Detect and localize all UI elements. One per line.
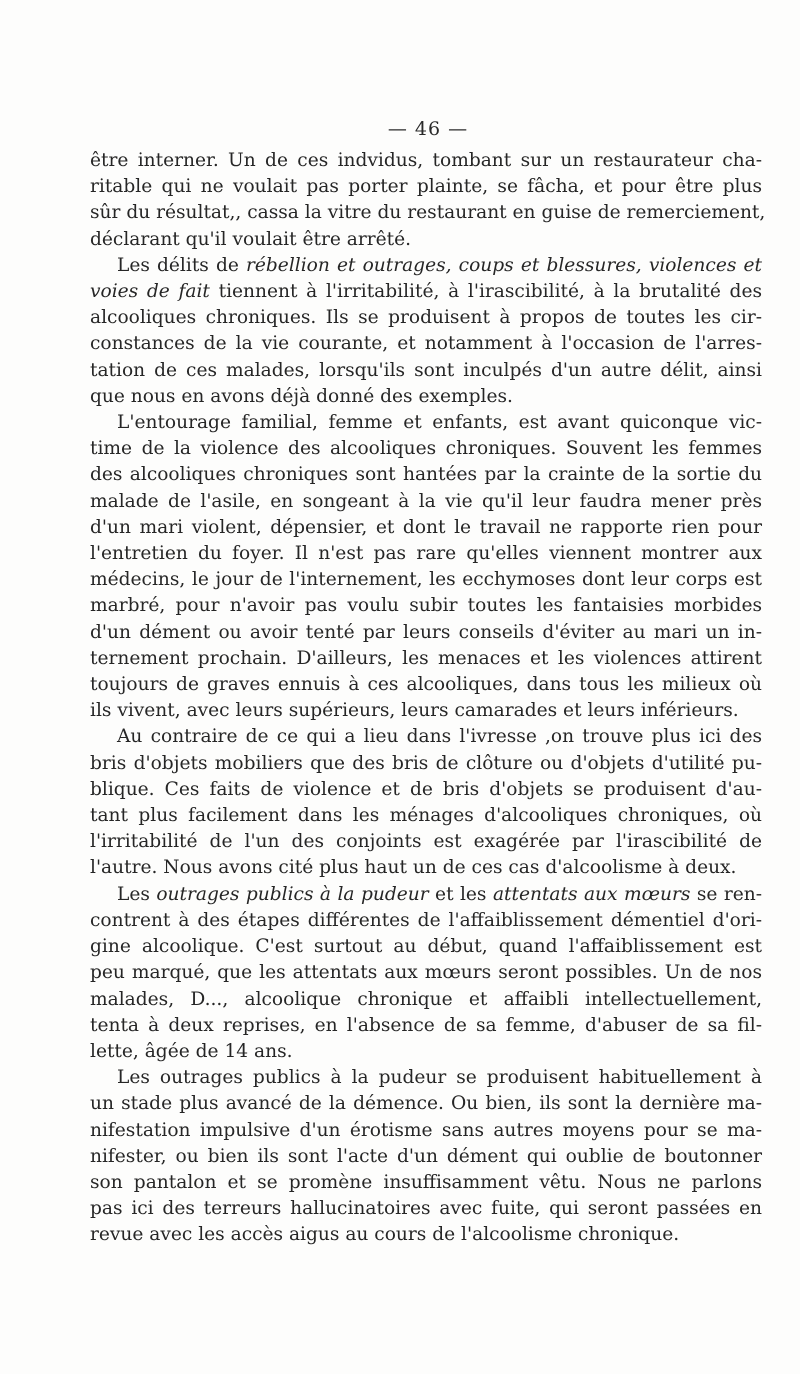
- text-run: malades, D..., alcoolique chronique et affaibli intellectuellement,: [90, 988, 762, 1010]
- text-line: [90, 279, 762, 305]
- text-run: tiennent à l'irritabilité, à l'irascibilité, à la brutalité des: [209, 281, 763, 303]
- text-run: un stade plus avancé de la démence. Ou bien, ils sont la dernière ma-: [90, 1093, 762, 1115]
- body-text: [90, 148, 766, 1249]
- page-number: — 46 —: [387, 118, 469, 140]
- italic-text: attentats aux mœurs: [492, 883, 691, 905]
- text-run: médecins, le jour de l'internement, les ecchymoses dont leur corps est: [90, 569, 762, 591]
- text-run: l'irritabilité de l'un des conjoints est exagérée par l'irascibilité de: [90, 831, 762, 853]
- text-run: alcooliques chroniques. Ils se produisent à propos de toutes les cir-: [90, 307, 762, 329]
- text-run: L'entourage familial, femme et enfants, est avant quiconque vic-: [117, 412, 762, 434]
- text-run: déclarant qu'il voulait être arrêté.: [90, 228, 412, 250]
- text-line: [90, 1065, 762, 1091]
- text-line: [90, 331, 762, 357]
- text-line: [90, 672, 762, 698]
- text-run: nifester, ou bien ils sont l'acte d'un dément qui oublie de boutonner: [90, 1145, 762, 1167]
- text-line: [90, 567, 762, 593]
- text-run: Au contraire de ce qui a lieu dans l'ivresse ,on trouve plus ici des: [117, 726, 762, 748]
- paragraph: [90, 882, 762, 1065]
- text-line: [90, 882, 762, 908]
- text-run: son pantalon et se promène insuffisamment vêtu. Nous ne parlons: [90, 1171, 762, 1193]
- text-line: [90, 1013, 762, 1039]
- text-run: blique. Ces faits de violence et de bris d'objets se produisent d'au-: [90, 778, 762, 800]
- text-line: [90, 436, 762, 462]
- text-run: lette, âgée de 14 ans.: [90, 1040, 293, 1062]
- text-run: Les délits de: [117, 254, 247, 276]
- text-run: ternement prochain. D'ailleurs, les menaces et les violences attirent: [90, 647, 762, 669]
- text-run: et les: [428, 883, 493, 905]
- text-run: se ren-: [690, 883, 762, 905]
- text-run: pas ici des terreurs hallucinatoires avec fuite, qui seront passées en: [90, 1198, 762, 1220]
- text-line: [90, 1091, 762, 1117]
- text-line: [90, 1222, 762, 1248]
- paragraph: [90, 724, 762, 881]
- text-run: tation de ces malades, lorsqu'ils sont inculpés d'un autre délit, ainsi: [90, 359, 762, 381]
- text-line: [90, 987, 762, 1013]
- text-run: ils vivent, avec leurs supérieurs, leurs camarades et leurs inférieurs.: [90, 700, 739, 722]
- text-line: [90, 384, 762, 410]
- text-line: [90, 1039, 762, 1065]
- text-line: [90, 960, 762, 986]
- text-line: [90, 305, 762, 331]
- text-line: [90, 593, 762, 619]
- text-run: Les: [117, 883, 157, 905]
- italic-text: rébellion et outrages, coups et blessures, violences et: [246, 254, 762, 276]
- text-run: l'entretien du foyer. Il n'est pas rare qu'elles viennent montrer aux: [90, 543, 762, 565]
- text-run: des alcooliques chroniques sont hantées par la crainte de la sortie du: [90, 464, 762, 486]
- text-run: être interner. Un de ces indvidus, tombant sur un restaurateur cha-: [90, 150, 762, 171]
- text-line: [90, 724, 762, 750]
- text-line: [90, 1118, 762, 1144]
- text-line: [90, 148, 762, 174]
- text-run: toujours de graves ennuis à ces alcooliques, dans tous les milieux où: [90, 674, 762, 696]
- text-line: [90, 541, 762, 567]
- text-line: [90, 698, 762, 724]
- text-run: bris d'objets mobiliers que des bris de clôture ou d'objets d'utilité pu-: [90, 752, 762, 774]
- text-run: l'autre. Nous avons cité plus haut un de ces cas d'alcoolisme à deux.: [90, 857, 737, 879]
- text-line: [90, 174, 762, 200]
- text-line: [90, 777, 762, 803]
- text-line: [90, 515, 762, 541]
- text-run: d'un mari violent, dépensier, et dont le travail ne rapporte rien pour: [90, 516, 762, 538]
- text-line: [90, 489, 762, 515]
- text-line: [90, 620, 762, 646]
- paragraph: [90, 253, 762, 410]
- text-run: d'un dément ou avoir tenté par leurs conseils d'éviter au mari un in-: [90, 621, 762, 643]
- text-run: revue avec les accès aigus au cours de l'alcoolisme chronique.: [90, 1224, 680, 1246]
- text-line: [90, 751, 762, 777]
- text-line: [90, 855, 762, 881]
- text-run: que nous en avons déjà donné des exemples.: [90, 385, 513, 407]
- text-run: Les outrages publics à la pudeur se produisent habituellement à: [117, 1067, 762, 1089]
- text-line: [90, 358, 762, 384]
- text-run: constances de la vie courante, et notamment à l'occasion de l'arres-: [90, 333, 762, 355]
- text-line: [90, 1144, 762, 1170]
- text-line: [90, 1170, 762, 1196]
- text-run: sûr du résultat,, cassa la vitre du restaurant en guise de remerciement,: [90, 202, 766, 224]
- text-line: [90, 646, 762, 672]
- paragraph: [90, 1065, 762, 1248]
- text-run: gine alcoolique. C'est surtout au début, quand l'affaiblissement est: [90, 936, 762, 958]
- text-run: time de la violence des alcooliques chroniques. Souvent les femmes: [90, 438, 762, 460]
- text-line: [90, 803, 762, 829]
- text-run: ritable qui ne voulait pas porter plainte, se fâcha, et pour être plus: [90, 176, 762, 198]
- text-line: [90, 462, 762, 488]
- text-run: peu marqué, que les attentats aux mœurs seront possibles. Un de nos: [90, 962, 762, 984]
- text-line: [90, 908, 762, 934]
- text-run: nifestation impulsive d'un érotisme sans autres moyens pour se ma-: [90, 1119, 762, 1141]
- text-run: malade de l'asile, en songeant à la vie qu'il leur faudra mener près: [90, 490, 762, 512]
- text-run: marbré, pour n'avoir pas voulu subir toutes les fantaisies morbides: [90, 595, 762, 617]
- text-line: [90, 227, 762, 253]
- italic-text: voies de fait: [90, 281, 210, 303]
- text-run: tenta à deux reprises, en l'absence de sa femme, d'abuser de sa fil-: [90, 1014, 762, 1036]
- text-line: [90, 934, 762, 960]
- italic-text: outrages publics à la pudeur: [156, 883, 429, 905]
- text-line: [90, 829, 762, 855]
- text-line: [90, 200, 766, 226]
- text-line: [90, 410, 762, 436]
- paragraph: [90, 410, 762, 724]
- text-run: contrent à des étapes différentes de l'affaiblissement démentiel d'ori-: [90, 909, 762, 931]
- text-run: tant plus facilement dans les ménages d'alcooliques chroniques, où: [90, 805, 762, 827]
- text-line: [90, 253, 762, 279]
- paragraph: [90, 148, 766, 253]
- text-line: [90, 1196, 762, 1222]
